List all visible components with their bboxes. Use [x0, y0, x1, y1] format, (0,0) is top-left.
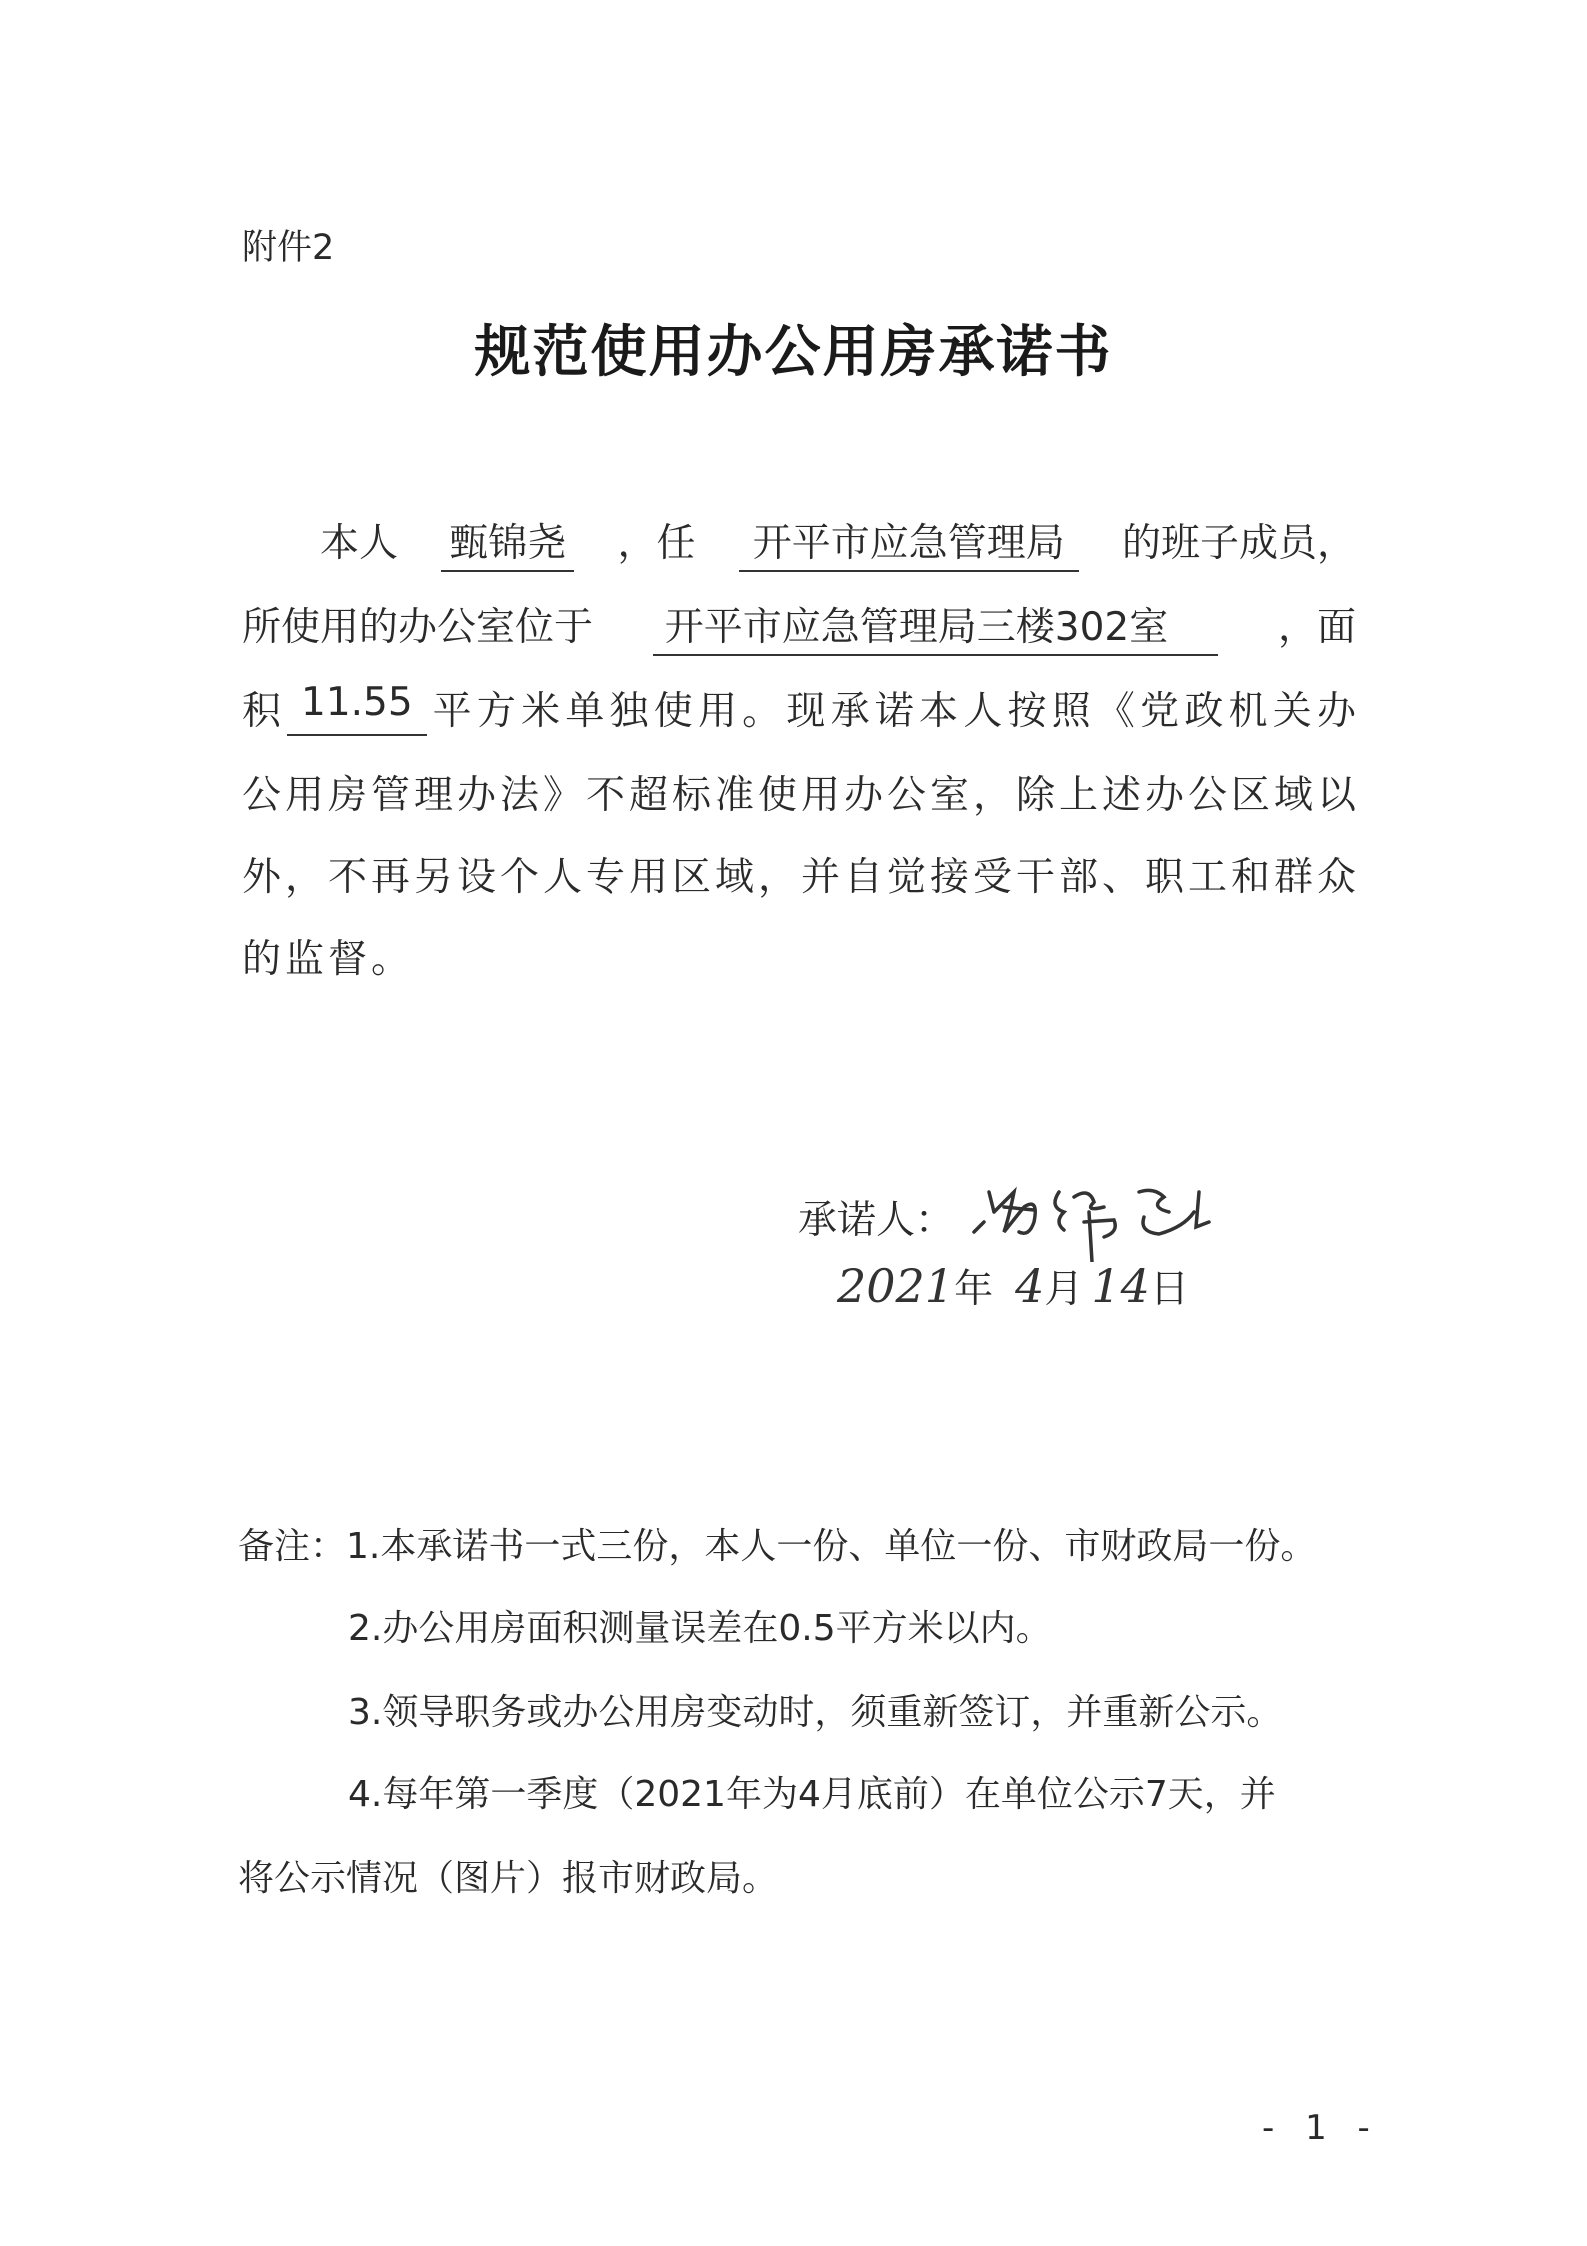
body-line-4: 公用房管理办法》不超标准使用办公室，除上述办公区域以: [242, 773, 1356, 818]
text: ，面: [1277, 605, 1356, 650]
document-title: 规范使用办公用房承诺书: [474, 319, 1113, 385]
body-line-2: [242, 596, 1356, 656]
date-day-unit: 日: [1149, 1267, 1189, 1312]
date-month-unit: 月: [1044, 1267, 1084, 1312]
signatory-label: 承诺人：: [798, 1198, 955, 1243]
text: 积: [242, 689, 282, 734]
text: 所使用的办公室位于: [242, 605, 594, 650]
note-4: 4.每年第一季度（2021年为4月底前）在单位公示7天，并: [348, 1774, 1276, 1815]
note-3: 3.领导职务或办公用房变动时，须重新签订，并重新公示。: [348, 1692, 1283, 1733]
text: 的班子成员，: [1121, 521, 1356, 566]
handwritten-signature: [964, 1172, 1224, 1262]
body-line-1: [242, 512, 1356, 572]
signature-date: [837, 1258, 1189, 1314]
text: 本人: [320, 521, 399, 566]
date-year-unit: 年: [954, 1267, 994, 1312]
body-line-6: 的监督。: [242, 937, 415, 982]
unit-field: 开平市应急管理局: [739, 512, 1079, 572]
body-line-5: 外，不再另设个人专用区域，并自觉接受干部、职工和群众: [242, 855, 1356, 900]
signature-row: [798, 1172, 1224, 1262]
attachment-label: 附件2: [242, 228, 335, 268]
text: ，任: [617, 521, 696, 566]
office-location-field: 开平市应急管理局三楼302室: [653, 596, 1218, 656]
date-day: 14: [1091, 1259, 1150, 1313]
area-field: 11.55: [287, 680, 427, 736]
body-line-3: [242, 680, 1356, 736]
note-4-continued: 将公示情况（图片）报市财政局。: [238, 1858, 779, 1899]
date-year: 2021: [837, 1259, 955, 1313]
page-number: - 1 -: [1262, 2108, 1380, 2148]
note-2: 2.办公用房面积测量误差在0.5平方米以内。: [348, 1608, 1052, 1649]
text: 平方米单独使用。现承诺本人按照《党政机关办: [432, 689, 1356, 734]
note-1: 备注：1.本承诺书一式三份，本人一份、单位一份、市财政局一份。: [238, 1526, 1317, 1567]
name-field: 甄锦尧: [441, 512, 574, 572]
date-month: 4: [1015, 1259, 1045, 1313]
